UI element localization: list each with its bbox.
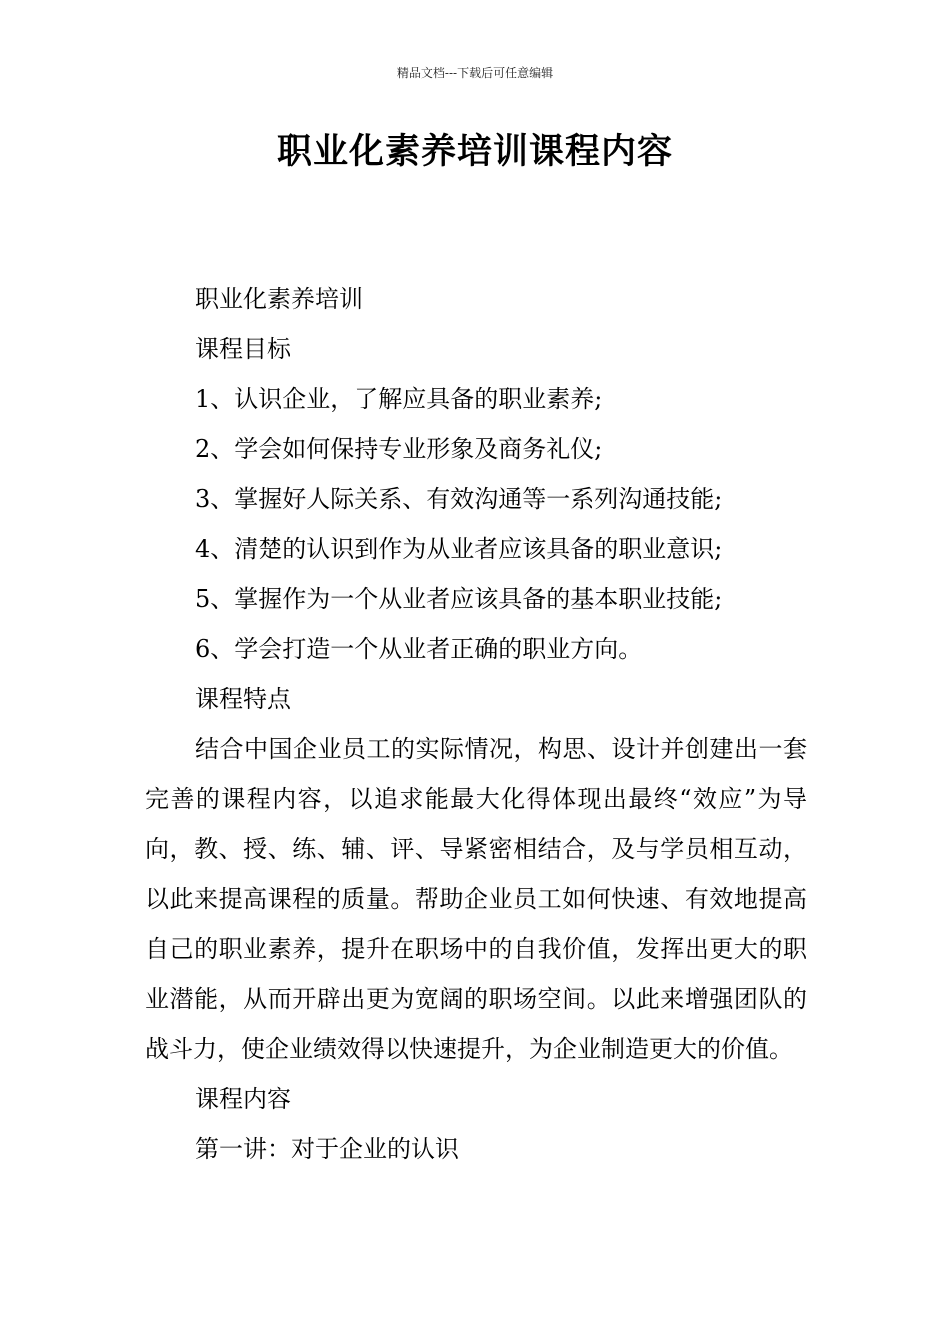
features-paragraph: 结合中国企业员工的实际情况，构思、设计并创建出一套完善的课程内容，以追求能最大化得体现出最终“效应”为导向，教、授、练、辅、评、导紧密相结合，及与学员相互动，以此来提高课程的质量。帮助企业员工如何快速、有效地提高自己的职业素养，提升在职场中的自我价值，发挥出更大的职业潜能，从而开辟出更为宽阔的职场空间。以此来增强团队的战斗力，使企业绩效得以快速提升，为企业制造更大的价值。 xyxy=(145,735,807,1063)
goal-item: 3、掌握好人际关系、有效沟通等一系列沟通技能; xyxy=(195,485,723,513)
goal-item: 4、清楚的认识到作为从业者应该具备的职业意识; xyxy=(195,535,723,563)
content-heading: 课程内容 xyxy=(195,1085,291,1113)
goal-item: 6、学会打造一个从业者正确的职业方向。 xyxy=(195,635,643,663)
goal-item: 1、认识企业，了解应具备的职业素养; xyxy=(195,385,603,413)
goal-item: 2、学会如何保持专业形象及商务礼仪; xyxy=(195,435,603,463)
section-heading: 职业化素养培训 xyxy=(195,285,363,313)
features-heading: 课程特点 xyxy=(195,685,291,713)
lecture-heading: 第一讲：对于企业的认识 xyxy=(195,1135,459,1163)
header-note: 精品文档---下载后可任意编辑 xyxy=(396,66,554,80)
goal-item: 5、掌握作为一个从业者应该具备的基本职业技能; xyxy=(195,585,723,613)
document-body xyxy=(145,274,807,1174)
goals-heading: 课程目标 xyxy=(195,335,291,363)
document-title: 职业化素养培训课程内容 xyxy=(276,132,673,172)
